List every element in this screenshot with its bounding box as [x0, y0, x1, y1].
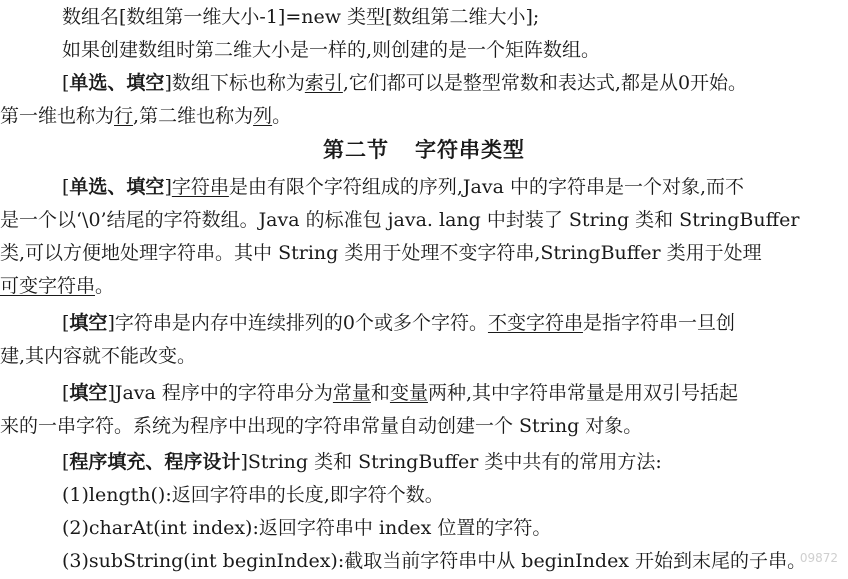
immutable-text-b: 是指字符串一旦创: [582, 312, 735, 334]
constvar-text-c: 来的一串字符。系统为程序中出现的字符串常量自动创建一个 String 对象。: [0, 415, 643, 437]
line-array-decl: [62, 4, 539, 30]
constvar-text-b: 两种,其中字符串常量是用双引号括起: [427, 382, 738, 404]
tag-fill: 填空: [69, 382, 108, 404]
line-row-col: [0, 103, 291, 129]
method-charat-text: (2)charAt(int index):返回字符串中 index 位置的字符。: [62, 517, 552, 539]
line-immutable: [62, 310, 735, 336]
constvar-text-a: ]Java 程序中的字符串分为: [107, 382, 333, 404]
methods-intro-text: ]String 类和 StringBuffer 类中共有的常用方法:: [240, 451, 662, 473]
line-matrix-note: [62, 37, 600, 63]
rowcol-text-a: 第一维也称为: [0, 105, 115, 127]
immutable-text-c: 建,其内容就不能改变。: [0, 345, 197, 367]
line-string-def-3: [0, 240, 762, 266]
term-row: 行: [114, 105, 134, 127]
line-index-note: [62, 70, 747, 96]
bracket-open: [: [62, 312, 70, 334]
bracket-open: [: [62, 72, 70, 94]
string-def-text: 是由有限个字符组成的序列,Java 中的字符串是一个对象,而不: [228, 176, 745, 198]
term-mutable-string: 可变字符串: [0, 275, 96, 297]
string-def-text-3: 类,可以方便地处理字符串。其中 String 类用于处理不变字符串,StringBuffer 类用于处理: [0, 242, 762, 264]
index-text-a: ]数组下标也称为: [164, 72, 305, 94]
bracket-open: [: [62, 451, 70, 473]
term-constant: 常量: [332, 382, 371, 404]
line-string-def-4: [0, 273, 114, 299]
index-text-b: ,它们都可以是整型常数和表达式,都是从0开始。: [342, 72, 748, 94]
line-const-var-2: [0, 413, 642, 439]
immutable-text-a: ]字符串是内存中连续排列的0个或多个字符。: [107, 312, 488, 334]
method-item-substring: [62, 548, 806, 574]
term-variable: 变量: [389, 382, 428, 404]
term-string: 字符串: [171, 176, 229, 198]
section-number: 第二节: [323, 137, 389, 162]
line-string-def: [62, 174, 744, 200]
section-title: [0, 137, 848, 163]
bracket-open: [: [62, 382, 70, 404]
bracket-open: [: [62, 176, 70, 198]
line-const-var: [62, 380, 738, 406]
term-col: 列: [253, 105, 273, 127]
tag-fill: 填空: [69, 312, 108, 334]
section-name: 字符串类型: [415, 137, 525, 162]
array-decl-text: 数组名[数组第一维大小-1]=new 类型[数组第二维大小];: [62, 6, 540, 28]
period: 。: [95, 275, 115, 297]
line-string-def-2: [0, 207, 799, 233]
bracket-close: ]: [164, 176, 172, 198]
string-def-text-2: 是一个以‘\0’结尾的字符数组。Java 的标准包 java. lang 中封装了 String 类和 StringBuffer: [0, 209, 800, 231]
constvar-and: 和: [370, 382, 390, 404]
watermark: 09872: [799, 551, 838, 565]
tag-program-fill-design: 程序填充、程序设计: [69, 451, 241, 473]
rowcol-text-c: 。: [272, 105, 292, 127]
matrix-note-text: 如果创建数组时第二维大小是一样的,则创建的是一个矩阵数组。: [62, 39, 601, 61]
method-substring-text: (3)subString(int beginIndex):截取当前字符串中从 beginIndex 开始到末尾的子串。: [62, 550, 807, 572]
rowcol-text-b: ,第二维也称为: [133, 105, 254, 127]
method-item-charat: [62, 515, 551, 541]
term-immutable-string: 不变字符串: [487, 312, 583, 334]
tag-single-choice-fill: 单选、填空: [69, 176, 165, 198]
method-length-text: (1)length():返回字符串的长度,即字符个数。: [62, 484, 444, 506]
tag-single-choice-fill: 单选、填空: [69, 72, 165, 94]
line-immutable-2: [0, 343, 196, 369]
line-methods-intro: [62, 449, 662, 475]
term-index: 索引: [304, 72, 343, 94]
method-item-length: [62, 482, 444, 508]
